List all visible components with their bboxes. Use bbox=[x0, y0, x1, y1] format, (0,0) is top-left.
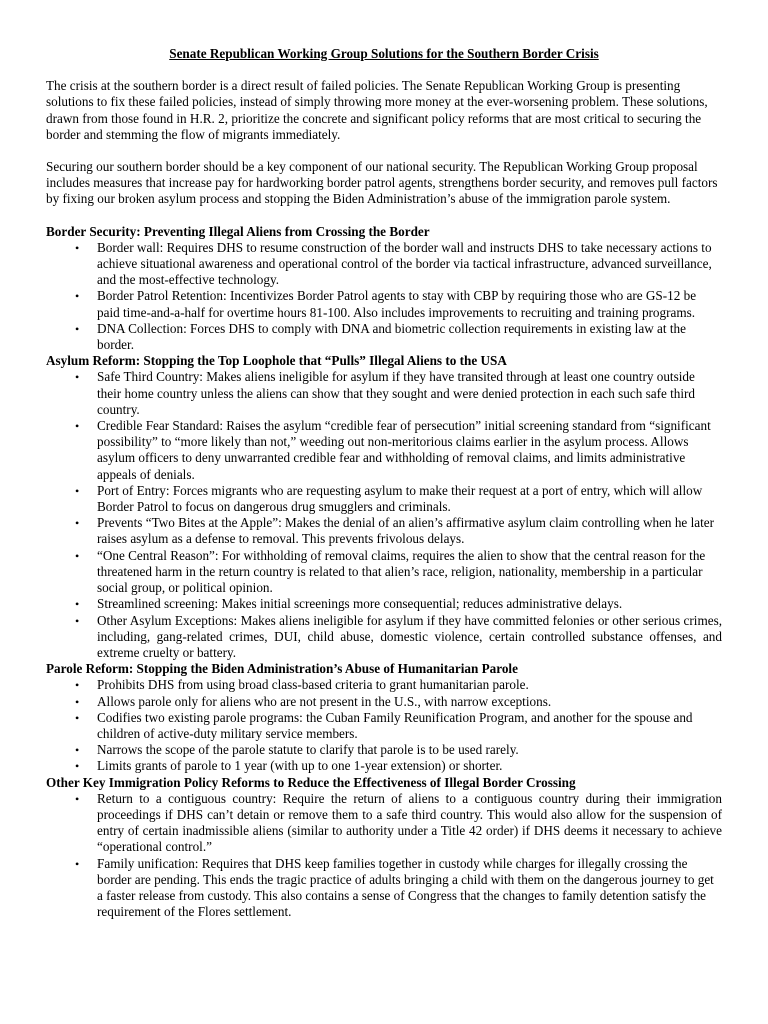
list-item bbox=[46, 321, 722, 353]
list-item-text: Streamlined screening: Makes initial screenings more consequential; reduces administrative delays. bbox=[97, 596, 623, 612]
list-item bbox=[46, 483, 722, 515]
list-item-text: “One Central Reason”: For withholding of removal claims, requires the alien to show that the central reason for the threatened harm in the return country is related to that alien’s race, religion, nationality, membership in a particular social group, or political opinion. bbox=[97, 547, 706, 596]
bullet-list bbox=[46, 677, 722, 774]
bullet-icon: • bbox=[75, 613, 80, 628]
bullet-icon: • bbox=[75, 321, 80, 336]
section-parole-reform bbox=[46, 661, 722, 774]
list-item bbox=[46, 856, 722, 921]
list-item-text: Credible Fear Standard: Raises the asylum “credible fear of persecution” initial screening standard from “significant possibility” to “more likely than not,” weeding out non-meritorious claims earlier in the asylum process. Allows asylum officers to deny unwarranted credible fear and withholding of removal claims, and limits administrative appeals of denials. bbox=[97, 418, 711, 482]
list-item-text: Prohibits DHS from using broad class-based criteria to grant humanitarian parole. bbox=[97, 677, 529, 693]
list-item bbox=[46, 710, 722, 742]
list-item-text: Border Patrol Retention: Incentivizes Border Patrol agents to stay with CBP by requiring those who are GS-12 be paid time-and-a-half for overtime hours 81-100. Also includes improvements to recruiting and training programs. bbox=[97, 288, 697, 320]
bullet-icon: • bbox=[75, 419, 80, 434]
bullet-icon: • bbox=[75, 678, 80, 693]
list-item bbox=[46, 596, 722, 612]
section-border-security bbox=[46, 224, 722, 354]
bullet-icon: • bbox=[75, 240, 80, 255]
list-item-text: Return to a contiguous country: Require the return of aliens to a contiguous country during their immigration proceedings if DHS can’t detain or remove them to a safe third country. This would also allow for the suspension of entry of certain inadmissible aliens (similar to authority under a Title 42 order) if DHS deems it necessary to achieve “operational control.” bbox=[97, 790, 722, 855]
list-item bbox=[46, 613, 722, 662]
section-heading: Asylum Reform: Stopping the Top Loophole that “Pulls” Illegal Aliens to the USA bbox=[46, 353, 507, 369]
list-item-text: Port of Entry: Forces migrants who are requesting asylum to make their request at a port of entry, which will allow Border Patrol to focus on dangerous drug smugglers and criminals. bbox=[97, 482, 703, 515]
document-title: Senate Republican Working Group Solutions for the Southern Border Crisis bbox=[169, 46, 599, 61]
list-item-text: Other Asylum Exceptions: Makes aliens ineligible for asylum if they have committed felonies or other serious crimes, including, gang-related crimes, DUI, child abuse, domestic violence, certain controlled substance offenses, and extreme cruelty or battery. bbox=[97, 612, 722, 660]
list-item bbox=[46, 240, 722, 289]
bullet-icon: • bbox=[75, 548, 80, 563]
bullet-list bbox=[46, 240, 722, 353]
bullet-list bbox=[46, 369, 722, 661]
bullet-icon: • bbox=[75, 710, 80, 725]
section-other-reforms bbox=[46, 775, 722, 921]
list-item bbox=[46, 758, 722, 774]
list-item-text: Safe Third Country: Makes aliens ineligible for asylum if they have transited through at least one country outside their home country unless the aliens can show that they sought and were denied protection in each such safe third country. bbox=[97, 369, 696, 417]
bullet-icon: • bbox=[75, 791, 80, 806]
list-item-text: Limits grants of parole to 1 year (with up to one 1-year extension) or shorter. bbox=[97, 758, 503, 774]
security-paragraph: Securing our southern border should be a key component of our national security. The Republican Working Group proposal includes measures that increase pay for hardworking border patrol agents, strengthens border security, and removes pull factors by fixing our broken asylum process and stopping the Biden Administration’s abuse of the immigration parole system. bbox=[46, 159, 718, 207]
bullet-icon: • bbox=[75, 289, 80, 304]
list-item bbox=[46, 418, 722, 483]
bullet-icon: • bbox=[75, 370, 80, 385]
list-item-text: DNA Collection: Forces DHS to comply with DNA and biometric collection requirements in existing law at the border. bbox=[97, 320, 686, 353]
section-heading: Other Key Immigration Policy Reforms to Reduce the Effectiveness of Illegal Border Crossing bbox=[46, 774, 576, 790]
bullet-icon: • bbox=[75, 694, 80, 709]
bullet-icon: • bbox=[75, 856, 80, 871]
list-item bbox=[46, 515, 722, 547]
list-item-text: Border wall: Requires DHS to resume construction of the border wall and instructs DHS to take necessary actions to achieve situational awareness and operational control of the border via tactical infrastructure, advanced surveillance, and the most-effective technology. bbox=[97, 239, 712, 288]
list-item bbox=[46, 548, 722, 597]
list-item bbox=[46, 694, 722, 710]
list-item bbox=[46, 742, 722, 758]
list-item bbox=[46, 288, 722, 320]
list-item-text: Allows parole only for aliens who are not present in the U.S., with narrow exceptions. bbox=[97, 693, 552, 709]
list-item bbox=[46, 791, 722, 856]
section-heading: Border Security: Preventing Illegal Aliens from Crossing the Border bbox=[46, 223, 430, 239]
bullet-list bbox=[46, 791, 722, 921]
list-item-text: Prevents “Two Bites at the Apple”: Makes the denial of an alien’s affirmative asylum claim controlling when he later raises asylum as a defense to removal. This prevents frivolous delays. bbox=[97, 515, 714, 547]
list-item-text: Family unification: Requires that DHS keep families together in custody while charges for illegally crossing the border are pending. This ends the tragic practice of adults bringing a child with them on the dangerous journey to get a faster release from custody. This also contains a sense of Congress that the changes to family detention satisfy the requirement of the Flores settlement. bbox=[97, 855, 714, 920]
bullet-icon: • bbox=[75, 759, 80, 774]
section-heading: Parole Reform: Stopping the Biden Administration’s Abuse of Humanitarian Parole bbox=[46, 661, 518, 677]
list-item bbox=[46, 369, 722, 418]
intro-paragraph: The crisis at the southern border is a direct result of failed policies. The Senate Republican Working Group is presenting solutions to fix these failed policies, instead of simply throwing more money at the ever-worsening problem. These solutions, drawn from those found in H.R. 2, prioritize the concrete and significant policy reforms that are most critical to securing the border and stemming the flow of migrants immediately. bbox=[46, 78, 708, 142]
list-item bbox=[46, 677, 722, 693]
bullet-icon: • bbox=[75, 597, 80, 612]
list-item-text: Narrows the scope of the parole statute to clarify that parole is to be used rarely. bbox=[97, 742, 519, 758]
section-asylum-reform bbox=[46, 353, 722, 661]
bullet-icon: • bbox=[75, 483, 80, 498]
bullet-icon: • bbox=[75, 516, 80, 531]
list-item-text: Codifies two existing parole programs: the Cuban Family Reunification Program, and another for the spouse and children of active-duty military service members. bbox=[97, 709, 693, 741]
bullet-icon: • bbox=[75, 743, 80, 758]
